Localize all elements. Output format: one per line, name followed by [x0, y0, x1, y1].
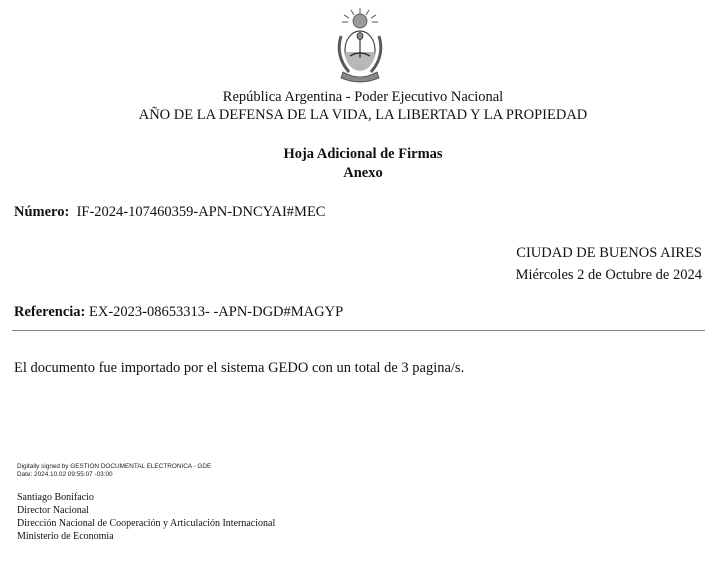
- referencia-label: Referencia:: [14, 304, 86, 320]
- argentina-coat-of-arms-icon: [333, 6, 387, 86]
- numero-label: Número:: [14, 204, 70, 220]
- year-motto: AÑO DE LA DEFENSA DE LA VIDA, LA LIBERTAD Y LA PROPIEDAD: [138, 107, 588, 123]
- signer-position: Director Nacional: [17, 505, 89, 516]
- referencia-row: [14, 304, 343, 321]
- body-text: El documento fue importado por el sistema GEDO con un total de 3 pagina/s.: [14, 360, 465, 376]
- city: CIUDAD DE BUENOS AIRES: [516, 245, 702, 261]
- document-date: Miércoles 2 de Octubre de 2024: [515, 267, 702, 283]
- divider: [12, 330, 705, 331]
- referencia-value: EX-2023-08653313- -APN-DGD#MAGYP: [89, 304, 344, 320]
- document-subtitle: Anexo: [343, 165, 383, 181]
- numero-value: IF-2024-107460359-APN-DNCYAI#MEC: [76, 204, 326, 220]
- signer-office: Dirección Nacional de Cooperación y Articulación Internacional: [17, 518, 276, 529]
- signer-ministry: Ministerio de Economía: [17, 531, 114, 542]
- digital-signature-line: Digitally signed by GESTION DOCUMENTAL ELECTRONICA - GDE: [17, 463, 212, 470]
- document-title: Hoja Adicional de Firmas: [283, 146, 443, 162]
- institution-heading: República Argentina - Poder Ejecutivo Nacional: [222, 89, 504, 105]
- digital-signature-date: Date: 2024.10.02 09:55:07 -03:00: [17, 471, 113, 478]
- numero-row: [14, 204, 325, 221]
- signer-name: Santiago Bonifacio: [17, 492, 94, 503]
